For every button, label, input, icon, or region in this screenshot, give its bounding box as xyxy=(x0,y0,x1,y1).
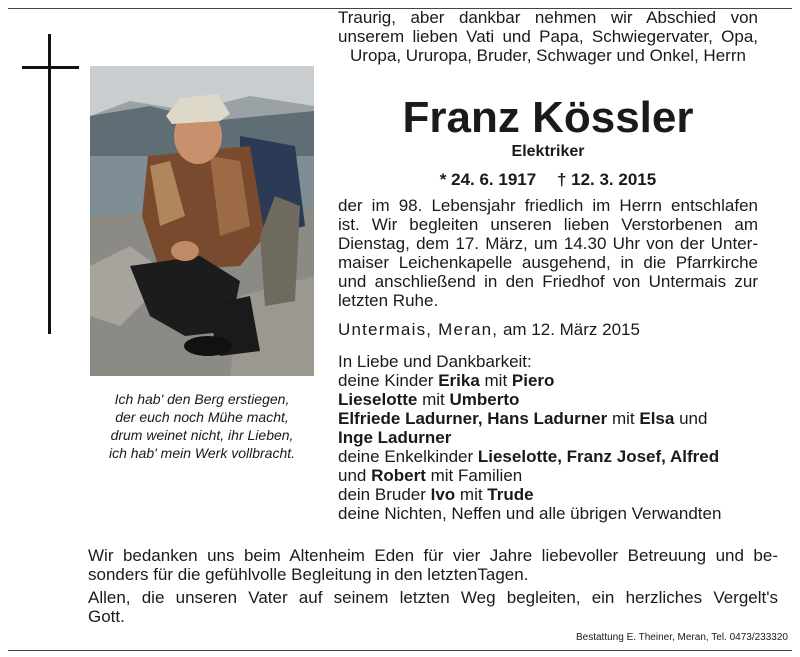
portrait-photo xyxy=(90,66,314,376)
mourner-name: Trude xyxy=(487,485,534,504)
mourner-text: deine Enkelkinder xyxy=(338,447,478,466)
poem-line: ich hab' mein Werk vollbracht. xyxy=(108,445,296,461)
mourner-text: mit xyxy=(417,390,450,409)
mourner-text: deine Kinder xyxy=(338,371,439,390)
mourner-text: und xyxy=(338,466,372,485)
mourner-line xyxy=(338,447,758,466)
details-line: Dienstag, dem 17. März, um 14.30 Uhr von der Unter- xyxy=(338,234,758,253)
thanks-line: Wir bedanken uns beim Altenheim Eden für vier Jahre liebevoller Betreuung und be- xyxy=(88,546,778,565)
thanks-line: Gott. xyxy=(88,607,125,626)
birth-date: * 24. 6. 1917 xyxy=(439,170,537,189)
mourner-name: Lieselotte, Franz Josef, Alfred xyxy=(477,447,720,466)
intro-line: Uropa, Ururopa, Bruder, Schwager und Onkel, Herrn xyxy=(350,46,746,65)
mourner-line xyxy=(338,371,758,390)
details-line: ist. Wir begleiten unseren lieben Verstorbenen am xyxy=(338,215,758,234)
undertaker-footer: Bestattung E. Theiner, Meran, Tel. 0473/233320 xyxy=(575,632,788,643)
poem-line: Ich hab' den Berg erstiegen, xyxy=(114,391,290,407)
mourner-line xyxy=(338,390,758,409)
cross-icon xyxy=(48,34,51,334)
mourner-line xyxy=(338,466,758,485)
mourner-line xyxy=(338,428,758,447)
mourner-text: mit xyxy=(607,409,640,428)
mourner-name: Robert xyxy=(371,466,426,485)
mourner-text: mit Familien xyxy=(425,466,523,485)
mourner-text: mit xyxy=(455,485,488,504)
mourner-name: Lieselotte xyxy=(338,390,418,409)
life-dates xyxy=(338,170,758,190)
thanks-line: sonders für die gefühlvolle Begleitung in den letztenTagen. xyxy=(88,565,529,584)
details-line: und anschließend in den Friedhof von Untermais zur xyxy=(338,272,758,291)
mourner-name: Elsa xyxy=(639,409,675,428)
poem-line: der euch noch Mühe macht, xyxy=(115,409,289,425)
intro-line: unserem lieben Vati und Papa, Schwiegervater, Opa, xyxy=(338,27,758,46)
mourner-text: und xyxy=(674,409,708,428)
poem xyxy=(86,390,318,462)
mourner-line xyxy=(338,485,758,504)
mourner-text: mit xyxy=(479,371,512,390)
deceased-name: Franz Kössler xyxy=(402,93,694,142)
mourner-name: Umberto xyxy=(449,390,520,409)
funeral-details xyxy=(338,196,758,310)
notice-date: am 12. März 2015 xyxy=(502,320,640,339)
cross-icon-bar xyxy=(22,66,79,69)
mourner-name: Inge Ladurner xyxy=(338,428,452,447)
occupation: Elektriker xyxy=(511,143,585,160)
thanks-section xyxy=(88,542,778,630)
mourner-name: Ivo xyxy=(430,485,456,504)
place: Untermais, Meran, xyxy=(338,320,499,339)
mourner-text: deine Nichten, Neffen und alle übrigen Verwandten xyxy=(338,504,722,523)
mourner-name: Elfriede Ladurner, Hans Ladurner xyxy=(338,409,608,428)
place-date xyxy=(338,320,758,339)
details-line: der im 98. Lebensjahr friedlich im Herrn entschlafen xyxy=(338,196,758,215)
death-date: † 12. 3. 2015 xyxy=(556,170,657,189)
mourner-line xyxy=(338,504,758,523)
mourner-name: Piero xyxy=(511,371,555,390)
mourners xyxy=(338,352,758,523)
intro-text xyxy=(338,8,758,65)
thanks-line: Allen, die unseren Vater auf seinem letzten Weg begleiten, ein herzliches Vergelt's xyxy=(88,588,778,607)
poem-line: drum weinet nicht, ihr Lieben, xyxy=(110,427,294,443)
mourner-line xyxy=(338,409,758,428)
details-line: letzten Ruhe. xyxy=(338,291,439,310)
intro-line: Traurig, aber dankbar nehmen wir Abschied von xyxy=(338,8,758,27)
mourner-text: dein Bruder xyxy=(338,485,431,504)
mourner-name: Erika xyxy=(438,371,480,390)
details-line: maiser Leichenkapelle ausgehend, in die Pfarrkirche xyxy=(338,253,758,272)
mourners-intro: In Liebe und Dankbarkeit: xyxy=(338,352,532,371)
